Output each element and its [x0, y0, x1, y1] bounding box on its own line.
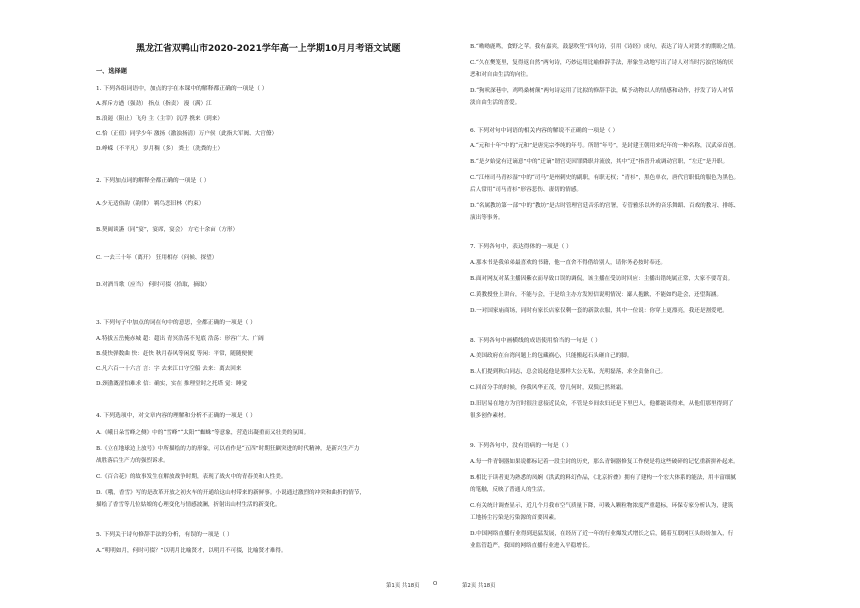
- question-text: C.有关统计调查显示，近几个月我市空气质量下降，可吸入颗粒物浓度严重超标，环保专家分析认为，建筑: [470, 503, 734, 509]
- question-stem: 4. 下列选项中，对文章内容的理解和分析不正确的一项是（ ）: [96, 413, 256, 419]
- question-text: 很多创作素材。: [470, 413, 510, 419]
- page-title: 黑龙江省双鸭山市2020-2021学年高一上学期10月月考语文试题: [136, 44, 401, 54]
- question-text: D.《哦，香雪》写的是改革开放之初火车的开通给这山村带来的新鲜事。小说通过激烈的冲突和曲折的情节，: [96, 490, 365, 496]
- question-text: D.中国网络直播行业得到迅猛发展，在经历了近一年的行业爆发式增长之后，随着互联网巨头纷纷加入，行: [470, 531, 734, 537]
- question-text: B.使快弹数曲 快：赶快 秋月春风等闲度 等闲：平常，随随便便: [96, 351, 253, 357]
- question-text: 恶和对自由生活的向往。: [470, 72, 532, 78]
- question-text: A.《峨日朵雪峰之侧》中的“雪峰”“太阳”“蜘蛛”等意象，营造出凝重而又壮美的氛围。: [96, 430, 310, 436]
- question-text: B.《立在地球边上放号》中所描绘的力的形象，可以看作是“五四”时期狂飙突进的时代精神，是新兴生产力: [96, 446, 360, 452]
- question-text: 淡自由生活的喜爱。: [470, 100, 521, 106]
- question-text: 演出等事务。: [470, 215, 504, 221]
- binding-mark: O: [433, 581, 438, 587]
- question-text: 工地扬尘污染是污染源的首要因素。: [470, 515, 560, 521]
- question-stem: 3. 下列句子中加点的词在句中的意思，全都正确的一项是（ ）: [96, 320, 256, 326]
- question-text: A.那本书是我弟弟最喜欢的书籍，他一直舍不得借给别人，请你务必按时奉还。: [470, 260, 667, 266]
- question-stem: 8. 下列各句中画横线的成语使用恰当的一句是（ ）: [470, 338, 601, 344]
- question-text: A.少无适俗韵（韵律） 羁鸟恋旧林（约束）: [96, 201, 205, 207]
- question-stem: 7. 下列各句中，表达得体的一项是（ ）: [470, 244, 572, 250]
- question-text: D.颈渤溉涩怕难求 信：确实，实在 推理堂时之托塔 觉：睡觉: [96, 381, 248, 387]
- page-number-right: 第2页 共18页: [462, 583, 496, 589]
- question-text: C.“久在樊笼里，复得返自然”两句诗，巧妙运用比喻修辞手法，形象生动地写出了诗人对当时污浊官场的厌: [470, 60, 734, 66]
- question-text: D.一对国家庙商场，同时有家长店家仅剩一套的新款衣服，其中一位说：你穿上更漂亮，我还是割爱吧。: [470, 308, 728, 314]
- question-text: 业监管趋严，我国的网络直播行业进入平稳增长。: [470, 543, 594, 549]
- page-number-left: 第1页 共18页: [386, 583, 420, 589]
- question-stem: 5. 下列关于诗句修辞手法的分析，有误的一项是（ ）: [96, 532, 233, 538]
- question-text: D.“狗吠深巷中，鸡鸣桑树颠”两句诗运用了比拟的修辞手法，赋予动物以人的情感和动作，抒发了诗人对恬: [470, 88, 734, 94]
- question-text: B.人们提到秋白同志，总会说起他是那样大公无私，光明磊落，求全责备自己。: [470, 369, 667, 375]
- question-text: B.浪遏（阻止）飞舟 主（主宰）沉浮 携来（到来）: [96, 116, 223, 122]
- question-text: D.对酒当歌（应当） 何时可掇（拾取，摘取）: [96, 282, 211, 288]
- question-text: C.回首分手的时候，你我风华正茂，曾几何时，双鬓已然斑霜。: [470, 385, 627, 391]
- question-text: A.“元和十年”中的“元和”是唐宪宗李纯的年号。所谓“年号”，是封建王朝用来纪年的一种名称，汉武帝首创。: [470, 143, 740, 149]
- question-text: 描绘了香雪等几位姑娘的心理变化与情感波澜，折射出山村生活的新变化。: [96, 502, 281, 508]
- question-text: C. 一去三十年（离开） 狂用相存（问候、探望）: [96, 255, 218, 261]
- question-text: C.黄教授登上讲台，不能与会，于是给主办方发短信说明情况：鄙人抱歉，不能如约赴会，还望海涵。: [470, 292, 722, 298]
- question-text: B.相比于读者更为熟悉的凤娴《洪武的料幻作品，《北京折叠》拥有了建构一个宏大体系的能法，用丰富细腻: [470, 475, 736, 481]
- question-text: C.凡六百一十六言 言：字 去来江口守空船 去来：离去回来: [96, 366, 242, 372]
- question-text: B.面对网友对某主播因紫衣而导致口误的调侃，该主播在受访时回应：主播出错纯属正常，大家不要苛责。: [470, 276, 734, 282]
- question-text: A.“明明如月，何时可掇？”以明月比喻贤才，以明月不可掇，比喻贤才难得。: [96, 548, 287, 554]
- question-text: C.“江州司马青衫湿”中的“司马”是州刺史的副职，有职无权；“青衫”，黑色单衣，唐代官职低的服色为黑色。: [470, 175, 740, 181]
- question-text: C.《百合花》的故事发生在解放战争时期，表现了战火中的青春美和人性美。: [96, 474, 287, 480]
- question-text: D.“名属教坊第一部”中的“教坊”是古时管理宫廷音乐的官署，专管雅乐以外的音乐舞蹈、百戏的教习、排练、: [470, 203, 740, 209]
- section-heading: 一、选择题: [96, 68, 127, 75]
- question-text: 的笔触，反映了普通人的生活。: [470, 487, 549, 493]
- question-text: A.每一件青铜器如果说都标记着一段尘封的历史，那么青铜器修复工作便是将这些破碎的记忆重新拼补起来。: [470, 459, 739, 465]
- question-text: 战胜落后生产力的强烈诉求。: [96, 458, 169, 464]
- question-text: A.特拔五岳掩赤城 超：超出 青冥浩荡不见底 浩荡：形容广大、广阔: [96, 336, 264, 342]
- question-text: A.挥斥方遒（强劲） 指点（指责） 漫（满）江: [96, 101, 212, 107]
- question-text: D.峥嵘（不平凡） 岁月稠（多） 粪土（洗粪的土）: [96, 146, 224, 152]
- question-text: B.契阔谈讌（同“宴”，宴席，宴会） 方宅十余亩（方形）: [96, 227, 239, 233]
- question-stem: 6. 下列对句中词语的相关内容的解说不正确的一项是（ ）: [470, 128, 619, 134]
- question-text: A.美国政府在台湾问题上的包藏祸心，只能搬起石头砸自己的脚。: [470, 353, 633, 359]
- question-text: C.恰（正值）同学少年 激扬（激浊扬清）万户侯（此指大军阀、大官僚）: [96, 131, 278, 137]
- question-stem: 1. 下列各组词语中，加点的字在本课中的解释都正确的一项是（ ）: [96, 86, 268, 92]
- question-text: 后人常用“司马青衫”形容悲伤、凄切的情感。: [470, 187, 583, 193]
- question-text: B.“是夕始觉有迁谪意”中的“迁谪”谓官吏因罪降职并流放，其中“迁”指晋升或调动官职，“左迁”是升职。: [470, 159, 729, 165]
- question-text: B.“呦呦鹿鸣，食野之苹。我有嘉宾，鼓瑟吹笙”四句诗，引用《诗经》成句，表达了诗人对贤才的期盼之情。: [470, 44, 739, 50]
- question-text: D.旧居易在地方为官时很注意接近民众，不管是乡间农妇还是下里巴人，他都能谈得来，从他们那里得到了: [470, 401, 734, 407]
- question-stem: 9. 下列各句中，没有语病的一句是（ ）: [470, 443, 572, 449]
- question-stem: 2. 下列加点词的解释全都正确的一项是（ ）: [96, 178, 210, 184]
